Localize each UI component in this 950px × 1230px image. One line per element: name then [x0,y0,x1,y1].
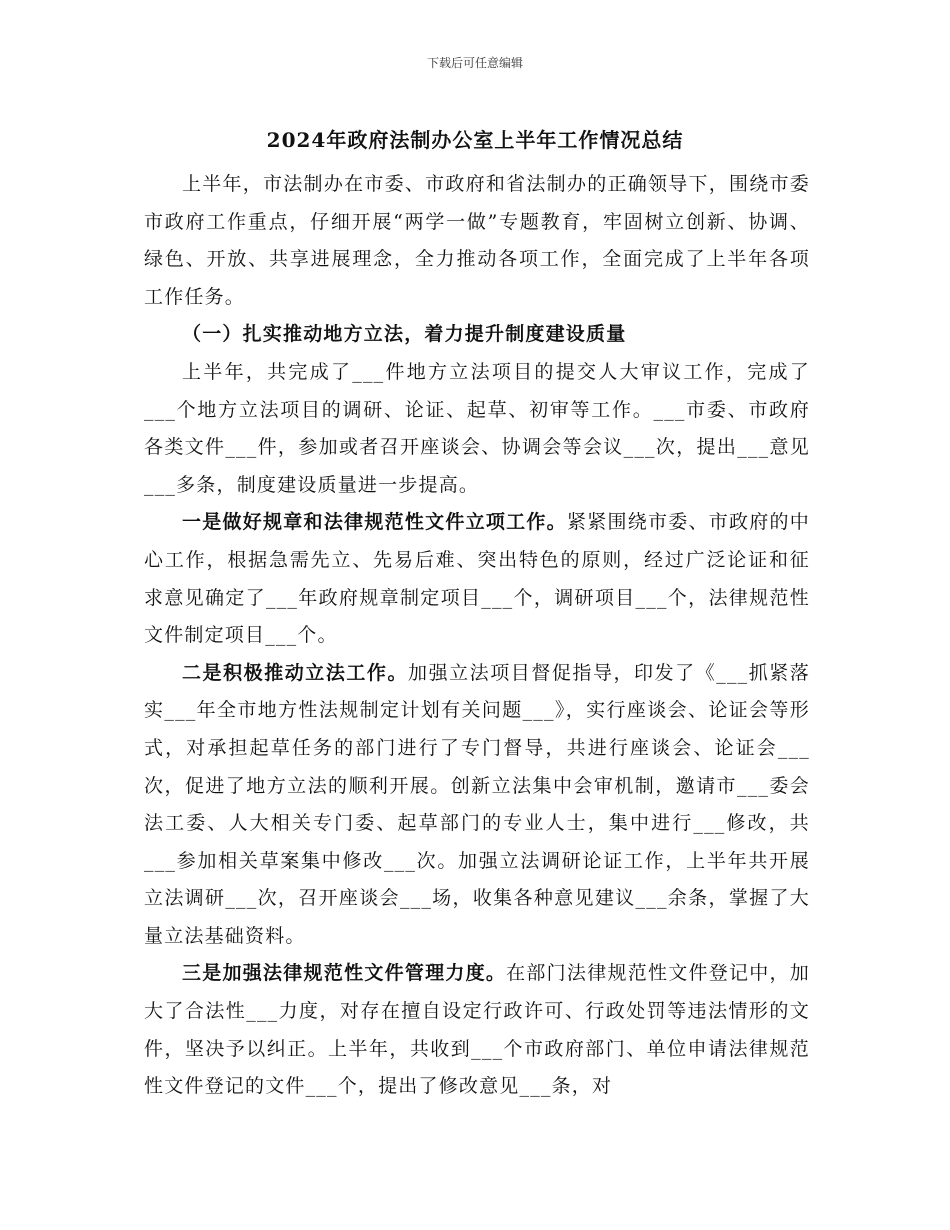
item2-lead: 二是积极推动立法工作。 [182,661,409,684]
item1-paragraph [144,504,810,654]
header-note: 下载后可任意编辑 [426,56,523,70]
section1-heading: （一）扎实推动地方立法，着力提升制度建设质量 [182,323,627,346]
document-body [144,166,810,1106]
item3-paragraph [144,955,810,1105]
item1-body: 紧紧围绕市委、市政府的中心工作，根据急需先立、先易后难、突出特色的原则，经过广泛论证和征求意见确定了___年政府规章制定项目___个，调研项目___个，法律规范性文件制定项目___个。 [144,511,810,647]
item3-body: 在部门法律规范性文件登记中，加大了合法性___力度，对存在擅自设定行政许可、行政处罚等违法情形的文件，坚决予以纠正。上半年，共收到___个市政府部门、单位申请法律规范性文件登记的文件___个，提出了修改意见___条，对 [144,962,810,1098]
item3-lead: 三是加强法律规范性文件管理力度。 [182,962,507,985]
item2-body: 加强立法项目督促指导，印发了《___抓紧落实___年全市地方性法规制定计划有关问题___》，实行座谈会、论证会等形式，对承担起草任务的部门进行了专门督导，共进行座谈会、论证会___次，促进了地方立法的顺利开展。创新立法集中会审机制，邀请市___委会法工委、人大相关专门委、起草部门的专业人士，集中进行___修改，共___参加相关草案集中修改___次。加强立法调研论证工作，上半年共开展立法调研___次，召开座谈会___场，收集各种意见建议___余条，掌握了大量立法基础资料。 [144,661,810,947]
section1-paragraph: 上半年，共完成了___件地方立法项目的提交人大审议工作，完成了___个地方立法项目的调研、论证、起草、初审等工作。___市委、市政府各类文件___件，参加或者召开座谈会、协调会等会议___次，提出___意见___多条，制度建设质量进一步提高。 [144,360,810,496]
intro-paragraph: 上半年，市法制办在市委、市政府和省法制办的正确领导下，围绕市委市政府工作重点，仔细开展“两学一做”专题教育，牢固树立创新、协调、绿色、开放、共享进展理念，全力推动各项工作，全面完成了上半年各项工作任务。 [144,173,810,308]
document-title: 2024年政府法制办公室上半年工作情况总结 [266,128,684,152]
item2-paragraph [144,655,810,956]
item1-lead: 一是做好规章和法律规范性文件立项工作。 [182,511,567,534]
